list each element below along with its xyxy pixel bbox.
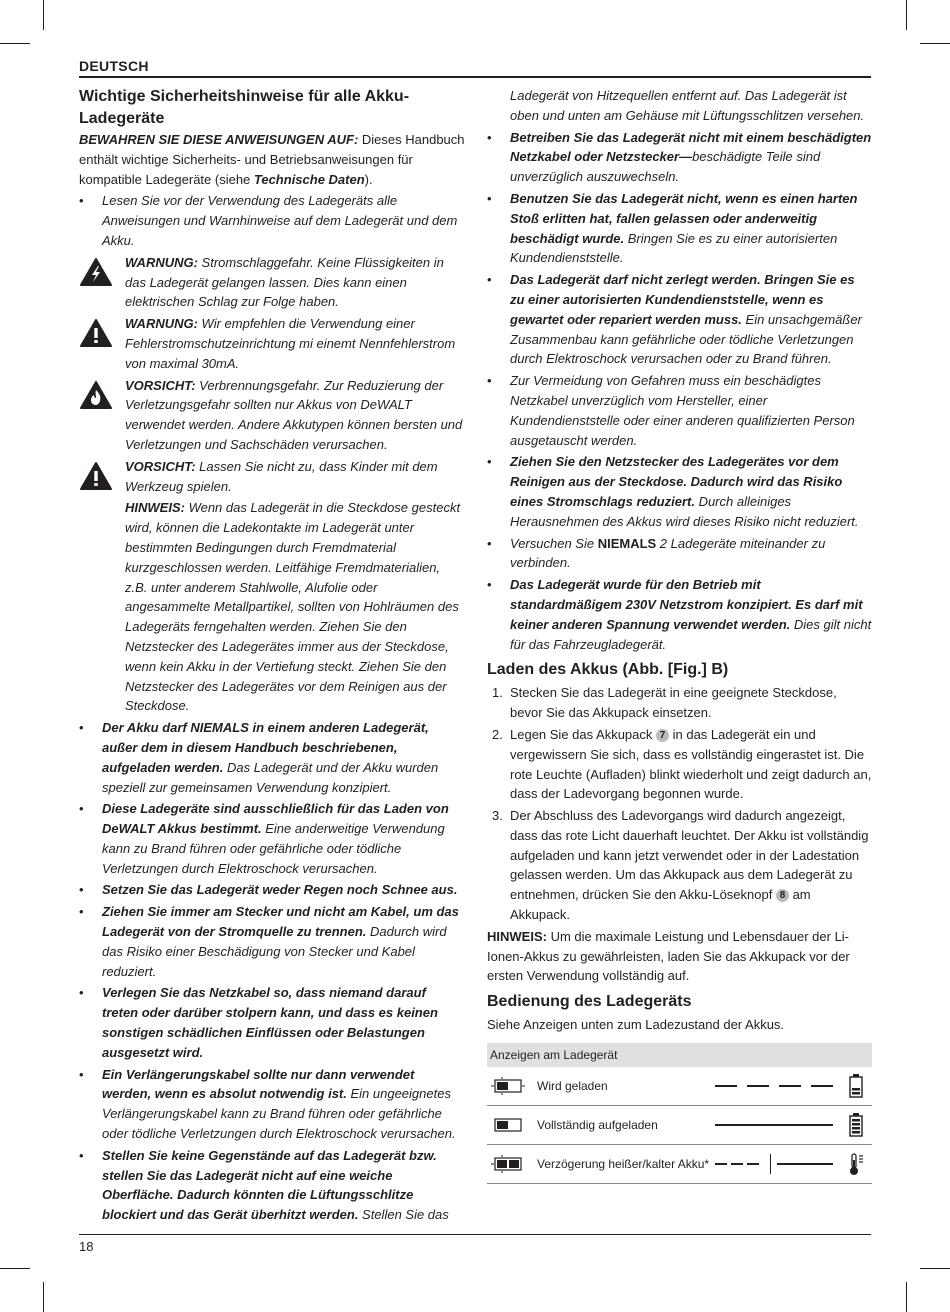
dash-segment [747, 1163, 759, 1165]
heading-charging: Laden des Akkus (Abb. [Fig.] B) [487, 661, 729, 679]
bullet-rain-snow: • Setzen Sie das Ladegerät weder Regen noch Schnee aus. [79, 880, 465, 900]
exclamation-warning-icon [79, 461, 113, 491]
step-1: 1. Stecken Sie das Ladegerät in eine geeignete Steckdose, bevor Sie das Akkupack einsetzen. [492, 685, 837, 721]
step-3: 3. Der Abschluss des Ladevorgangs wird dadurch angezeigt, dass das rote Licht dauerhaft leuchtet. Der Akku ist vollständig aufgeladen und kann jetzt verwendet oder in der Ladestation gelassen werden. Um das Akkupack aus dem Ladegerät zu entnehmen, drücken Sie den Akku-Löseknopf 8 am Akkupack. [492, 808, 869, 923]
row-label: Vollständig aufgeladen [537, 1118, 658, 1133]
section-title: Wichtige Sicherheitshinweise für alle Akku-Ladegeräte [79, 88, 410, 127]
caution-children: VORSICHT: Lassen Sie nicht zu, dass Kinder mit dem Werkzeug spielen. [79, 457, 465, 497]
bullet-230v: • Das Ladegerät wurde für den Betrieb mit standardmäßigem 230V Netzstrom konzipiert. Es darf mit keiner anderen Spannung verwendet werden. Dies gilt nicht für das Fahrzeugladegerät. [487, 575, 872, 654]
warning-rcd: WARNUNG: Wir empfehlen die Verwendung einer Fehlerstromschutzeinrichtung mi einemt Nennfehlerstrom von maximal 30mA. [79, 314, 465, 373]
step-2: 2. Legen Sie das Akkupack 7 in das Ladegerät ein und vergewissern Sie sich, dass es vollständig eingerastet ist. Die rote Leuchte (Aufladen) blinkt wiederholt und zeigt dadurch an, dass der Ladevorgang begonnen wurde. [492, 726, 872, 802]
charger-indicator-table [487, 1043, 872, 1184]
table-row-hot-cold-delay [487, 1145, 872, 1184]
dash-segment [779, 1085, 801, 1087]
table-row-charging [487, 1067, 872, 1106]
blinking-led-icon [491, 1077, 525, 1095]
callout-badge: 7 [656, 729, 669, 742]
bullet-dropped: • Benutzen Sie das Ladegerät nicht, wenn es einen harten Stoß erlitten hat, fallen gelassen oder anderweitig beschädigt wurde. Bringen Sie es zu einer autorisierten Kundendienststelle. [487, 189, 872, 268]
separator-tick [770, 1154, 771, 1174]
dash-segment [811, 1085, 833, 1087]
bullet-ventilation: • Stellen Sie keine Gegenstände auf das Ladegerät bzw. stellen Sie das Ladegerät nicht auf eine weiche Oberfläche. Dadurch könnten die Lüftungsschlitze blockiert und das Gerät überhitzt werden. Stellen Sie das [79, 1146, 465, 1225]
table-row-fully-charged [487, 1106, 872, 1145]
crop-mark [43, 0, 44, 30]
bullet-replace-cable: • Zur Vermeidung von Gefahren muss ein beschädigtes Netzkabel unverzüglich vom Hersteller, einer Kundendienststelle oder einer anderen qualifizierten Person ausgetauscht werden. [487, 371, 872, 450]
bullet-unplug-cleaning: • Ziehen Sie den Netzstecker des Ladegerätes vor dem Reinigen aus der Steckdose. Dadurch wird das Risiko eines Stromschlags reduziert. Durch alleiniges Herausnehmen des Akkus wird dieses Risiko nicht reduziert. [487, 452, 872, 531]
dash-segment [715, 1163, 727, 1165]
left-column [79, 86, 465, 1225]
solid-line [777, 1163, 833, 1165]
row-label: Verzögerung heißer/kalter Akku* [537, 1157, 710, 1172]
footer-rule [79, 1234, 871, 1235]
crop-mark [0, 1268, 30, 1269]
hint-paragraph: HINWEIS: Um die maximale Leistung und Lebensdauer der Li-Ionen-Akkus zu gewährleisten, laden Sie das Akkupack vor der ersten Verwendung vollständig auf. [487, 928, 850, 984]
bullet-pull-plug: • Ziehen Sie immer am Stecker und nicht am Kabel, um das Ladegerät von der Stromquelle zu trennen. Dadurch wird das Risiko einer Beschädigung von Stecker und Kabel reduziert. [79, 902, 465, 981]
bullet-read-instructions: • Lesen Sie vor der Verwendung des Ladegeräts alle Anweisungen und Warnhinweise auf dem Ladegerät und dem Akku. [79, 191, 465, 250]
bullet-cable-routing: • Verlegen Sie das Netzkabel so, dass niemand darauf treten oder darüber stolpern kann, und dass es keinen sonstigen schädlichen Einflüssen oder Belastungen ausgesetzt wird. [79, 983, 465, 1062]
battery-full-icon [849, 1113, 863, 1137]
bullet-never-other-charger: • Der Akku darf NIEMALS in einem anderen Ladegerät, außer dem in diesem Handbuch beschriebenen, aufgeladen werden. Das Ladegerät und der Akku wurden speziell zur gemeinsamen Verwendung konzipiert. [79, 718, 465, 797]
dash-segment [715, 1085, 737, 1087]
electric-shock-warning-icon [79, 257, 113, 287]
table-header: Anzeigen am Ladegerät [487, 1043, 872, 1067]
double-led-icon [491, 1155, 525, 1173]
crop-mark [906, 1282, 907, 1312]
caution-burn: VORSICHT: Verbrennungsgefahr. Zur Reduzierung der Verletzungsgefahr sollten nur Akkus von DeWALT verwendet werden. Andere Akkutypen können bersten und Verletzungen und Sachschäden verursachen. [79, 376, 465, 455]
callout-badge: 8 [776, 889, 789, 902]
crop-mark [920, 1268, 950, 1269]
steady-led-icon [491, 1116, 525, 1134]
bullet-disassembly: • Das Ladegerät darf nicht zerlegt werden. Bringen Sie es zu einer autorisierten Kundendienststelle, wenn es gewartet oder repariert werden muss. Ein unsachgemäßer Zusammenbau kann gefährliche oder tödliche Verletzungen durch Elektroschock verursachen oder zu Brand führen. [487, 270, 872, 369]
header-rule [79, 76, 871, 78]
bullet-extension-cord: • Ein Verlängerungskabel sollte nur dann verwendet werden, wenn es absolut notwendig ist. Ein ungeeignetes Verlängerungskabel kann zu Brand führen oder gefährliche oder tödliche Verletzungen durch Elektroschock verursachen. [79, 1065, 465, 1144]
note-contacts: HINWEIS: Wenn das Ladegerät in die Steckdose gesteckt wird, können die Ladekontakte im Ladegerät unter bestimmten Bedingungen durch Fremdmaterial kurzgeschlossen werden. Leitfähige Fremdmaterialien, z.B. unter anderem Stahlwolle, Alufolie oder angesammelte Metallpartikel, sollten von Hohlräumen des Ladegeräts ferngehalten werden. Ziehen Sie den Netzstecker des Ladegerätes immer aus der Steckdose, wenn kein Akku in der Vertiefung steckt. Ziehen Sie den Netzstecker des Ladegerätes vor dem Reinigen aus der Steckdose. [125, 500, 461, 714]
crop-mark [906, 0, 907, 30]
dash-segment [731, 1163, 743, 1165]
thermometer-icon [849, 1152, 865, 1176]
crop-mark [920, 43, 950, 44]
bullet-connect-chargers: • Versuchen Sie NIEMALS 2 Ladegeräte miteinander zu verbinden. [487, 534, 872, 574]
language-header: DEUTSCH [79, 58, 149, 74]
heading-operation: Bedienung des Ladegeräts [487, 993, 692, 1011]
row-label: Wird geladen [537, 1079, 608, 1094]
bullet-dewalt-only: • Diese Ladegeräte sind ausschließlich für das Laden von DeWALT Akkus bestimmt. Eine anderweitige Verwendung kann zu Brand führen oder gefährliche oder tödliche Verletzungen durch Elektroschock verursachen. [79, 799, 465, 878]
dash-segment [747, 1085, 769, 1087]
crop-mark [43, 1282, 44, 1312]
fire-warning-icon [79, 380, 113, 410]
crop-mark [0, 43, 30, 44]
intro-paragraph: BEWAHREN SIE DIESE ANWEISUNGEN AUF: Dieses Handbuch enthält wichtige Sicherheits- und Betriebsanweisungen für kompatible Ladegeräte (siehe Technische Daten). [79, 132, 465, 187]
page-number: 18 [79, 1239, 94, 1254]
operation-text: Siehe Anzeigen unten zum Ladezustand der Akkus. [487, 1017, 785, 1033]
continued-text: Ladegerät von Hitzequellen entfernt auf. Das Ladegerät ist oben und unten am Gehäuse mit Lüftungsschlitzen versehen. [510, 88, 865, 123]
right-column [487, 86, 872, 1184]
solid-line [715, 1124, 833, 1126]
exclamation-warning-icon [79, 318, 113, 348]
warning-electric-shock: WARNUNG: Stromschlaggefahr. Keine Flüssigkeiten in das Ladegerät gelangen lassen. Dies kann einen elektrischen Schlag zur Folge haben. [79, 253, 465, 312]
bullet-damaged-cable: • Betreiben Sie das Ladegerät nicht mit einem beschädigten Netzkabel oder Netzstecker—beschädigte Teile sind unverzüglich auszuwechseln. [487, 128, 872, 187]
battery-charging-icon [849, 1074, 863, 1098]
